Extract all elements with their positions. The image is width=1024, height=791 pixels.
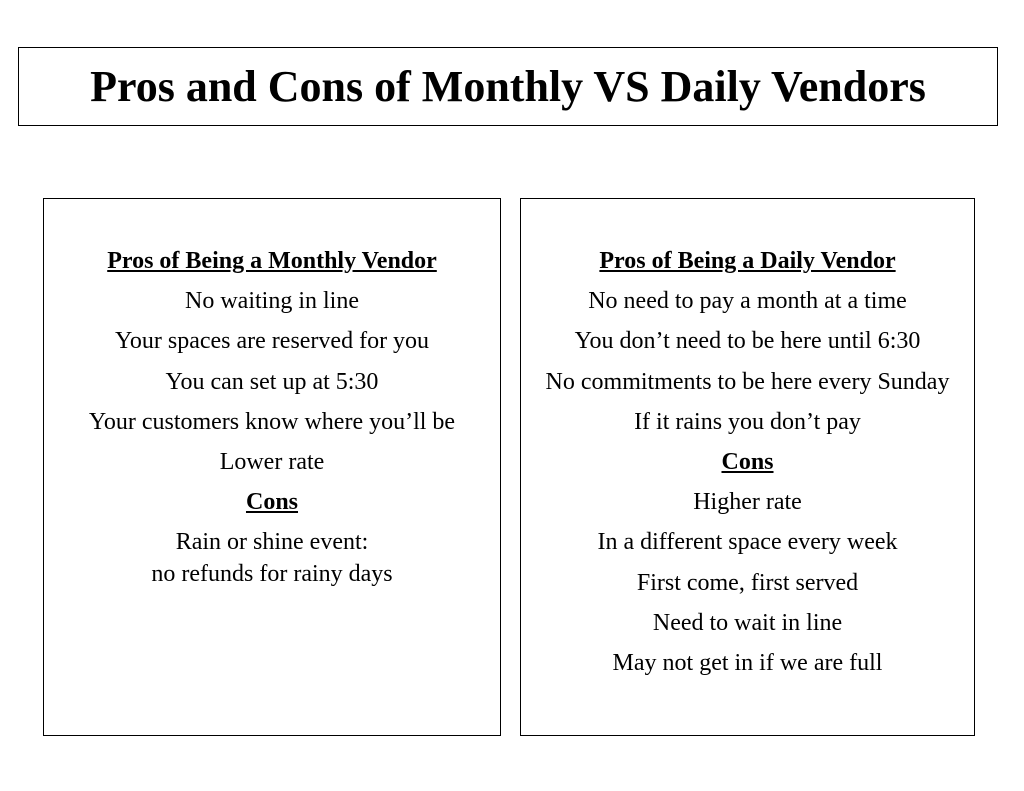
daily-pro-item: No commitments to be here every Sunday [545,368,950,395]
monthly-con-line: no refunds for rainy days [151,561,393,588]
monthly-pro-item: Lower rate [219,449,325,476]
daily-pros-heading: Pros of Being a Daily Vendor [599,248,896,274]
daily-vendor-content [521,241,974,683]
daily-con-item: First come, first served [636,569,859,596]
daily-pro-item: No need to pay a month at a time [588,288,907,315]
daily-con-item: May not get in if we are full [612,650,883,677]
daily-pro-item: You don’t need to be here until 6:30 [574,328,921,355]
monthly-pro-item: You can set up at 5:30 [165,368,379,395]
page-title: Pros and Cons of Monthly VS Daily Vendors [90,61,926,111]
monthly-pro-item: Your customers know where you’ll be [88,408,456,435]
monthly-vendor-panel [43,198,501,736]
daily-cons-heading: Cons [721,449,774,476]
monthly-con-item [44,522,500,590]
daily-pro-item: If it rains you don’t pay [634,408,861,435]
daily-vendor-panel [520,198,975,736]
daily-con-item: In a different space every week [597,529,898,556]
monthly-pros-heading: Pros of Being a Monthly Vendor [107,248,437,274]
monthly-vendor-content [44,241,500,590]
monthly-pro-item: Your spaces are reserved for you [114,328,430,355]
monthly-con-line: Rain or shine event: [175,529,369,556]
daily-con-item: Higher rate [693,489,802,516]
daily-con-item: Need to wait in line [652,609,843,636]
monthly-cons-heading: Cons [245,489,299,516]
monthly-pro-item: No waiting in line [185,288,359,315]
title-box [18,47,998,126]
